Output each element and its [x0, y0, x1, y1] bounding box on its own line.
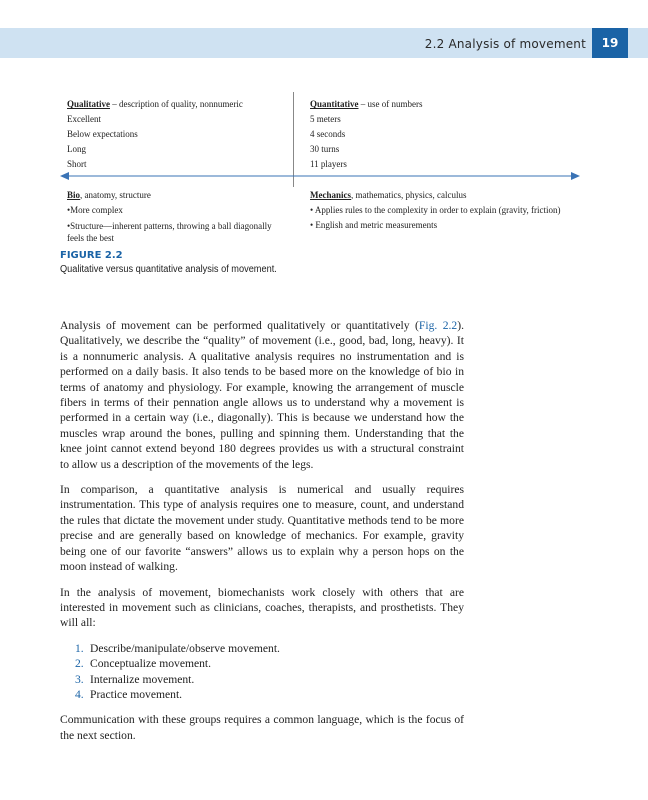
list-text: Internalize movement.	[90, 672, 195, 686]
list-number: 4.	[75, 687, 84, 701]
paragraph	[60, 318, 464, 472]
bio-term: Bio	[67, 190, 81, 200]
mechanics-point: • Applies rules to the complexity in order to explain (gravity, friction)	[310, 205, 561, 215]
paragraph-text: ). Qualitatively, we describe the “quality” of movement (i.e., good, bad, long, heavy). It is a nonnumeric analysis. A qualitative analysis requires no instrumentation and is performed on a daily basis. It also tends to be based more on the knowledge of bio in terms of anatomy and physiology. For example, knowing the arrangement of muscle fibers in terms of their pennation angle allows us to understand why a movement is performed in a certain way (i.e., diagonally). This is because we understand how the muscles wrap around the bones, pulling and spinning them. Understanding that the knee joint cannot extend beyond 180 degrees provides us with a structural constraint to allow us a description of the movements of the legs.	[60, 319, 464, 471]
qualitative-example: Excellent	[67, 114, 101, 124]
bio-point: •More complex	[67, 205, 123, 215]
quantitative-example: 30 turns	[310, 144, 340, 154]
quantitative-example: 4 seconds	[310, 129, 346, 139]
qualitative-example: Long	[67, 144, 86, 154]
quantitative-example: 5 meters	[310, 114, 341, 124]
running-header	[0, 28, 648, 58]
list-item	[75, 656, 464, 671]
qualitative-example: Short	[67, 159, 87, 169]
figure-2-2	[60, 92, 590, 282]
figure-reference-link[interactable]: Fig. 2.2	[418, 319, 458, 332]
numbered-list	[60, 641, 464, 703]
list-text: Practice movement.	[90, 687, 183, 701]
mechanics-heading	[310, 188, 590, 203]
bio-point: •Structure—inherent patterns, throwing a ball diagonally feels the best	[67, 221, 272, 243]
qualitative-column	[67, 97, 287, 172]
figure-caption-label: FIGURE 2.2	[60, 250, 123, 261]
qualitative-definition: – description of quality, nonnumeric	[110, 99, 243, 109]
list-text: Describe/manipulate/observe movement.	[90, 641, 280, 655]
mechanics-definition: , mathematics, physics, calculus	[351, 190, 467, 200]
mechanics-point: • English and metric measurements	[310, 220, 438, 230]
paragraph-text: Analysis of movement can be performed qualitatively or quantitatively (	[60, 319, 419, 332]
qualitative-example: Below expectations	[67, 129, 138, 139]
double-arrow-icon	[60, 170, 580, 182]
section-title: 2.2 Analysis of movement	[424, 37, 586, 51]
bio-definition: , anatomy, structure	[80, 190, 151, 200]
qualitative-term: Qualitative	[67, 99, 110, 109]
quantitative-heading	[310, 97, 570, 112]
bio-heading	[67, 188, 277, 203]
list-text: Conceptualize movement.	[90, 657, 212, 671]
mechanics-term: Mechanics	[310, 190, 351, 200]
paragraph: In the analysis of movement, biomechanists work closely with others that are interested in movement such as clinicians, coaches, therapists, and prosthetists. They will all:	[60, 585, 464, 630]
quantitative-definition: – use of numbers	[358, 99, 423, 109]
body-text	[60, 318, 464, 753]
paragraph: In comparison, a quantitative analysis is numerical and usually requires instrumentation. This type of analysis requires one to measure, count, and understand the rules that dictate the movement under study. Quantitative methods tend to be more precise and are generally based on knowledge of mechanics. For example, gravity being one of our favorite “answers” allows us to explain why a person hops on the moon instead of walking.	[60, 483, 464, 574]
list-number: 1.	[75, 641, 84, 655]
list-item	[75, 687, 464, 702]
list-number: 2.	[75, 657, 84, 671]
paragraph: Communication with these groups requires a common language, which is the focus of the next section.	[60, 713, 464, 742]
quantitative-term: Quantitative	[310, 99, 359, 109]
page-number: 19	[592, 28, 628, 58]
figure-caption-text: Qualitative versus quantitative analysis of movement.	[60, 264, 277, 275]
quantitative-example: 11 players	[310, 159, 347, 169]
quantitative-column	[310, 97, 570, 172]
list-item	[75, 641, 464, 656]
bio-column	[67, 188, 277, 244]
list-number: 3.	[75, 672, 84, 686]
mechanics-column	[310, 188, 590, 233]
qualitative-heading	[67, 97, 287, 112]
list-item	[75, 672, 464, 687]
